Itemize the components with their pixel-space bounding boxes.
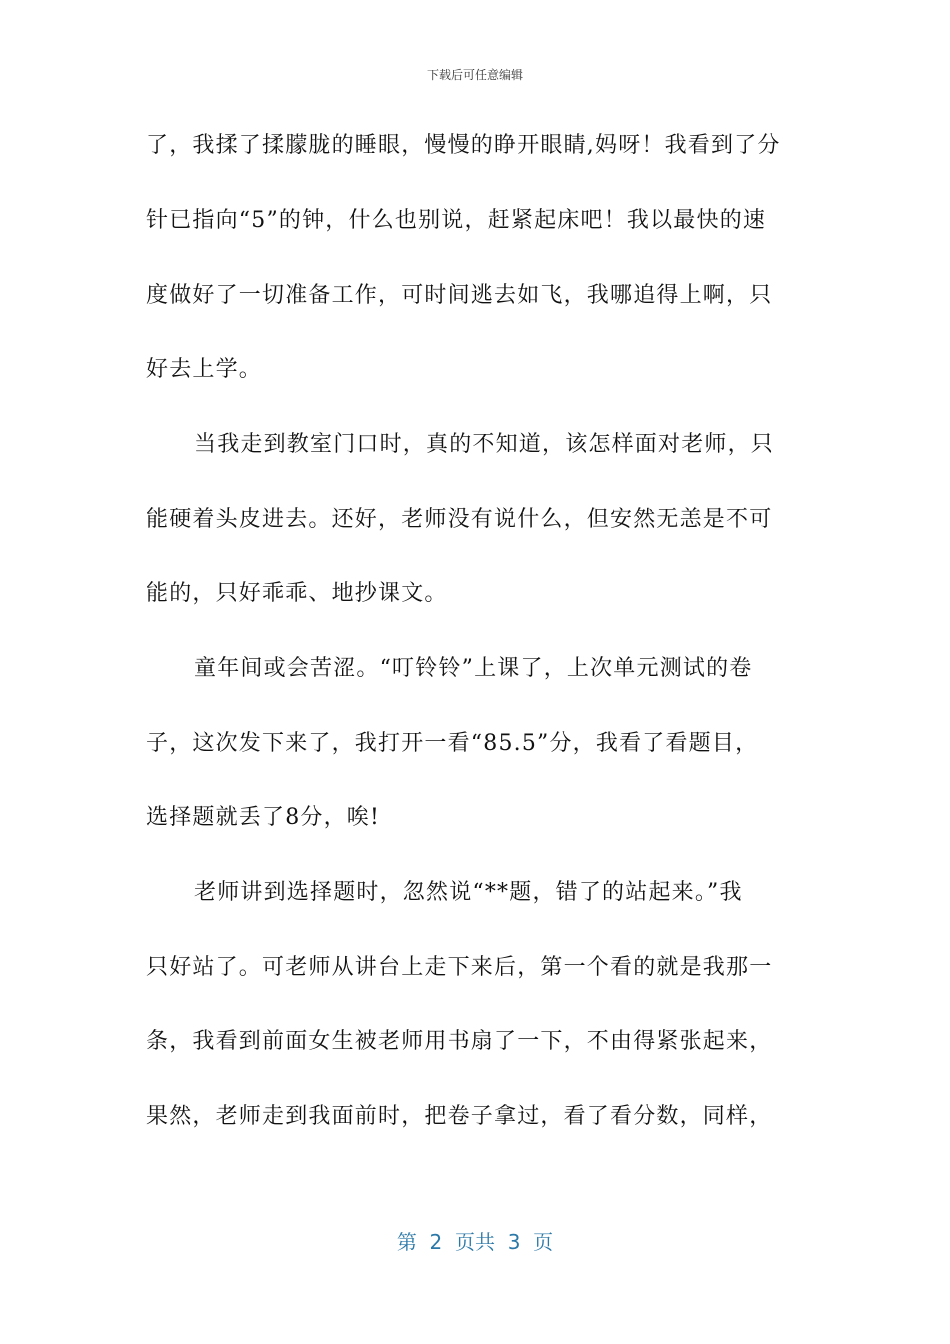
paragraph-line: 子，这次发下来了，我打开一看“85.5”分，我看了看题目， (146, 731, 759, 756)
paragraph-line: 条，我看到前面女生被老师用书扇了一下，不由得紧张起来， (146, 1029, 773, 1054)
paragraph-line: 度做好了一切准备工作，可时间逃去如飞，我哪追得上啊，只 (146, 283, 773, 308)
paragraph-line: 能硬着头皮进去。还好，老师没有说什么，但安然无恙是不可 (146, 507, 773, 532)
paragraph-line: 只好站了。可老师从讲台上走下来后，第一个看的就是我那一 (146, 955, 773, 980)
paragraph-line: 好去上学。 (146, 357, 263, 382)
paragraph-line: 果然，老师走到我面前时，把卷子拿过，看了看分数，同样， (146, 1104, 773, 1129)
paragraph-line: 选择题就丢了8分，唉! (146, 805, 381, 830)
page-header: 下载后可任意编辑 (426, 68, 523, 82)
page-number-footer: 第 2 页共 3 页 (396, 1230, 554, 1254)
paragraph-line: 针已指向“5”的钟，什么也别说，赶紧起床吧！我以最快的速 (146, 208, 767, 233)
paragraph-line: 了，我揉了揉朦胧的睡眼，慢慢的睁开眼睛,妈呀！我看到了分 (146, 133, 781, 158)
paragraph-line: 童年间或会苦涩。“叮铃铃”上课了，上次单元测试的卷 (194, 656, 753, 681)
paragraph-line: 当我走到教室门口时，真的不知道，该怎样面对老师，只 (194, 432, 775, 457)
paragraph-line: 老师讲到选择题时，忽然说“**题，错了的站起来。”我 (194, 880, 743, 905)
paragraph-line: 能的，只好乖乖、地抄课文。 (146, 581, 448, 606)
